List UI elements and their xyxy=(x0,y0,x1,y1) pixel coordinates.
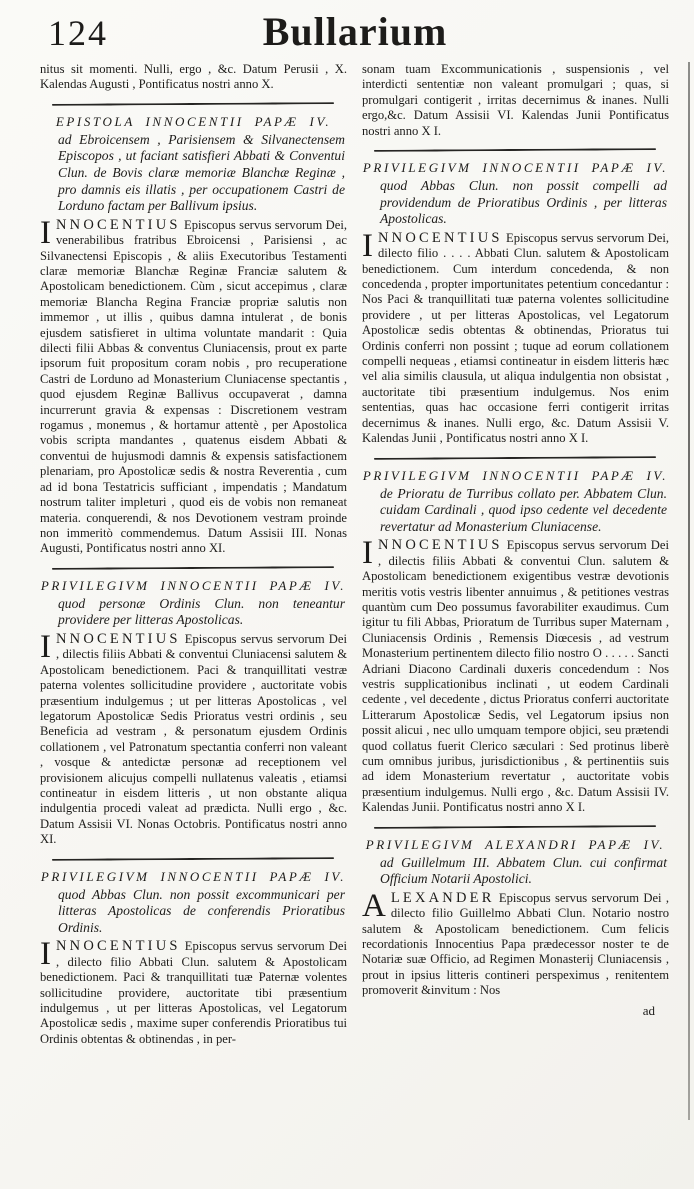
body-text: Episcopus servus servorum Dei , dilecto filio Abbati Clun. salutem & Apostolicam benedictionem. Paci & tranquillitati tuæ Paternæ volentes sollicitudine providere, auctoritate tibi præsentium indulgemus , ut per litteras Apostolicas, vel Legatorum Apostolicæ sedis , maxime super conferendis Prioratibus tui Ordinis obtentas & obtinendas , in per- xyxy=(40,939,347,1046)
letter-section xyxy=(40,62,347,93)
section-body xyxy=(362,535,669,815)
section-body xyxy=(40,628,347,848)
section-heading-caps: PRIVILEGIVM INNOCENTII PAPÆ IV. xyxy=(40,868,347,884)
body-text: Episcopus servus servorum Dei , dilecto filio Guillelmo Abbati Clun. Notario nostro salutem & Apostolicam benedictionem. Cum felicis recordationis Innocentius Papa prædecessor noster te de Notariæ suæ Officio, ad Regimen Monasterij Cluniacensis , prout in ipsius litteris contineri perspeximus , renitentem promoverit &invitum : Nos xyxy=(362,890,669,998)
drop-cap: I xyxy=(40,936,51,973)
section-heading-italic: ad Ebroicensem , Parisiensem & Silvanectensem Episcopos , ut faciant satisfieri Abbati & Conventui Clun. de Bovis claræ memoriæ Blanchæ Reginæ , pro damnis eis illatis , per occupationem Castri de Lorduno factam per Ballivum ipsius. xyxy=(58,131,345,214)
drop-cap: I xyxy=(40,214,51,251)
section-heading-italic: quod Abbas Clun. non possit excommunicari per litteras Apostolicas de conferendis Prioratibus Ordinis. xyxy=(58,886,345,935)
body-text: Episcopus servus servorum Dei, venerabilibus fratribus Ebroicensi , Parisiensi , ac Silvanectensi Episcopis , & aliis Executoribus Testamenti claræ memoriæ Blanchæ Reginæ Franciæ salutem & Apostolicam benedictionem. Cùm , sicut accepimus , claræ memoriæ Blancha Regina Franciæ propriæ salutis non immemor , ut illis , quibus damna intulerat , de bonis ejusdem satisfieret in ultima voluntate mandarit : Quia dilecti filii Abbas & conventus Cluniacensis, prout ex parte ipsorum fuit propositum coram nobis , pro recuperatione Castri de Lorduno ad Monasterium Cluniacense spectantis , quod ejusdem Reginæ Ballivus occupaverat , damna incurrerunt gravia & expensas : Discretionem vestram rogamus , monemus , & hortamur attentè , per Apostolica vobis scripta mandantes , quatenus eisdem Abbati & conventui de hujusmodi damnis & expensis satisfactionem plenariam, pro Apostolicæ sedis & nostra Reverentia , cum ad id bona Testatricis sufficiant , impendatis ; Mandatum nostrum taliter impleturi , quod eis de vobis non remaneat materia. conquerendi, & nos Devotionem vestram proinde non immeritò commendemus. Datum Assisii III. Nonas Augusti, Pontificatus nostri anno XI. xyxy=(40,217,347,556)
section-divider xyxy=(374,825,656,829)
lead-word: NNOCENTIUS xyxy=(56,630,181,647)
letter-section xyxy=(362,826,669,999)
letter-section xyxy=(40,858,347,1048)
drop-cap: I xyxy=(40,628,51,665)
body-text: Episcopus servus servorum Dei, dilecto filio . . . . Abbati Clun. salutem & Apostolicam benedictionem. Cum interdum concedenda, & non concedenda , propter importunitates petentium concedantur : Nos Paci & tranquillitati tuæ paterna volentes sollicitudine providere , ut per litteras Apostolicas, vel Legatorum Apostolicæ sedis obtentas & obtinendas, Prioratus tui Ordinis conferri non possint ; tuque ad eorum collationem compelli nequeas , etiamsi contineatur in eisdem litteris hæc vel alia similis clausula, ut aliqua indulgentia non obsistat , auctoritate tibi præsentium indulgemus. Nos enim sententias, quas hac occasione ferri contigerit irritas decernimus & inanes. Nulli ergo, &c. Datum Assisii V. Kalendas Junii , Pontificatus nostri anno X I. xyxy=(362,230,669,446)
section-divider xyxy=(52,857,334,861)
section-body xyxy=(40,214,347,557)
section-divider xyxy=(374,456,656,460)
text-columns xyxy=(40,60,670,1051)
section-divider xyxy=(374,148,656,152)
body-text: Episcopus servus servorum Dei , dilectis filiis Abbati & conventui Cluniacensi salutem & Apostolicam benedictionem. Paci & tranquillitati vestræ paterna volentes sollicitudine providere , auctoritate vobis præsentium indulgemus ; ut per litteras Apostolicas , vel legatorum Apostolicæ Sedis Prioratus vestri ordinis , seu Beneficia ad vestram , & personatum ejusdem Ordinis collationem , vel Patronatum spectantia conferri non valeant , vosque & antedictæ personæ ad receptionem vel provisionem alicujus compelli nullatenus valeatis , etiamsi contineatur in eisdem litteris , ut non obstante aliqua indulgentia procedi valeat ad prædicta. Nulli ergo , &c. Datum Assisii VI. Nonas Octobris. Pontificatus nostri anno XI. xyxy=(40,631,347,847)
page-number: 124 xyxy=(48,13,108,53)
section-heading-caps: PRIVILEGIVM INNOCENTII PAPÆ IV. xyxy=(362,160,669,176)
drop-cap: I xyxy=(362,227,373,264)
section-heading-italic: quod personæ Ordinis Clun. non teneantur providere per litteras Apostolicas. xyxy=(58,595,345,628)
lead-word: NNOCENTIUS xyxy=(56,216,181,233)
page-edge-line xyxy=(688,62,690,1120)
section-heading-caps: PRIVILEGIVM INNOCENTII PAPÆ IV. xyxy=(40,577,347,593)
section-body xyxy=(362,62,669,139)
catchword: ad xyxy=(642,1002,655,1018)
page-header xyxy=(40,10,670,60)
section-heading-italic: de Prioratu de Turribus collato per. Abbatem Clun. cuidam Cardinali , quod ipso cedente vel decedente revertatur ad Monasterium Cluniacense. xyxy=(380,485,667,534)
section-body xyxy=(40,62,347,93)
section-heading-caps: PRIVILEGIVM ALEXANDRI PAPÆ IV. xyxy=(365,836,666,852)
letter-section xyxy=(362,62,669,139)
lead-word: LEXANDER xyxy=(390,889,495,906)
section-heading-italic: ad Guillelmum III. Abbatem Clun. cui confirmat Officium Notarii Apostolici. xyxy=(380,854,667,887)
body-text: nitus sit momenti. Nulli, ergo , &c. Datum Perusii , X. Kalendas Augusti , Pontificatus nostri anno X. xyxy=(40,62,347,92)
section-body xyxy=(362,887,669,999)
section-heading-caps: EPISTOLA INNOCENTII PAPÆ IV. xyxy=(55,113,332,129)
section-body xyxy=(362,227,669,447)
section-divider xyxy=(52,566,334,570)
section-heading-italic: quod Abbas Clun. non possit compelli ad providendum de Prioratibus Ordinis , per litteras Apostolicas. xyxy=(380,178,667,227)
drop-cap: I xyxy=(362,535,373,572)
left-column xyxy=(40,60,347,1051)
letter-section xyxy=(362,457,669,816)
letter-section xyxy=(40,103,347,557)
section-heading-caps: PRIVILEGIVM INNOCENTII PAPÆ IV. xyxy=(362,467,669,483)
section-body xyxy=(40,936,347,1047)
body-text: Episcopus servus servorum Dei , dilectis filiis Abbati & conventui Clun. salutem & Apostolicam benedictionem exigentibus vestræ devotionis meritis votis vestris libenter annuimus , & petitiones vestras quantùm cum Deo possumus favorabiliter exaudimus. Cum igitur tu fili Abbas, Prioratum de Turribus super Maternam , Cluniacensis Ordinis , Remensis Diœcesis , ad vestrum Monasterium pertinentem dilecto filio nostro O . . . . . Sancti Adriani Diacono Cardinali duxeris concedendum : Nos vestris supplicationibus inclinati , ut eodem Cardinali cedente , vel decedente , dictus Prioratus conferri auctoritate Litterarum Apostolicæ Sedis, vel Legatorum ipsius non possit alicui , nec ullo umquam tempore objici, seu prætendi quod collatus fuerit Clerico sæculari : Sed protinus liberè cum omnibus juribus, jurisdictionibus , & pertinentiis suis ad idem Monasterium revertatur , auctoritate vobis præsentium indulgemus. Nulli ergo , &c. Datum Assisii IV. Kalendas Junii. Pontificatus nostri anno X I. xyxy=(362,538,669,815)
running-title: Bullarium xyxy=(262,9,448,54)
right-column xyxy=(362,60,669,1051)
lead-word: NNOCENTIUS xyxy=(378,537,503,554)
drop-cap: A xyxy=(362,887,386,924)
letter-section xyxy=(362,149,669,446)
lead-word: NNOCENTIUS xyxy=(56,938,181,955)
body-text: sonam tuam Excommunicationis , suspensionis , vel interdicti sententiæ non valeant promulgari ; quas, si promulgari contigerit , irritas decernimus & inanes. Nulli ergo,&c. Datum Assisii VI. Kalendas Junii Pontificatus nostri anno X I. xyxy=(362,62,669,138)
section-divider xyxy=(52,102,334,106)
letter-section xyxy=(40,567,347,848)
lead-word: NNOCENTIUS xyxy=(378,229,503,246)
